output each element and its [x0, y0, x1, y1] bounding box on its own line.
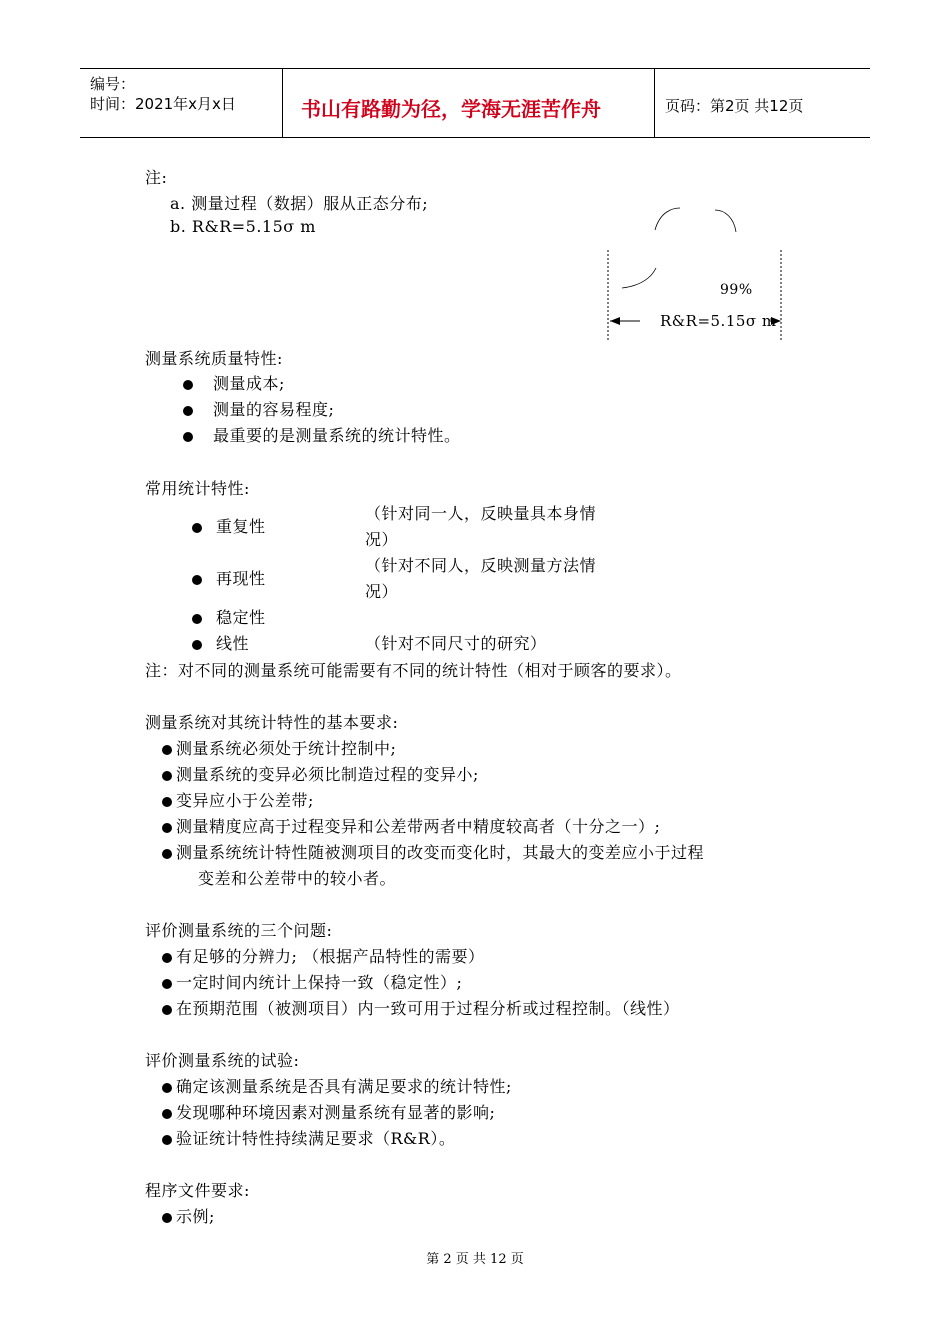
- list-item: [162, 1204, 215, 1227]
- bullet-icon: [162, 823, 172, 833]
- common-note: 注：对不同的测量系统可能需要有不同的统计特性（相对于顾客的要求）。: [145, 661, 682, 680]
- list-item: [192, 605, 266, 628]
- percent-label: 99%: [720, 282, 753, 298]
- list-item: [183, 371, 285, 394]
- list-item-text: 发现哪种环境因素对测量系统有显著的影响;: [176, 1103, 496, 1122]
- evaluation-title: 评价测量系统的三个问题:: [145, 921, 333, 940]
- header-motto-cell: [283, 69, 655, 137]
- rr-label: R&R=5.15σ m: [660, 312, 777, 330]
- bullet-icon: [183, 432, 193, 442]
- list-item-text: 在预期范围（被测项目）内一致可用于过程分析或过程控制。（线性）: [176, 999, 680, 1018]
- characteristic-name: 线性: [216, 634, 250, 653]
- bullet-icon: [162, 745, 172, 755]
- header-motto: 书山有路勤为径，学海无涯苦作舟: [301, 97, 601, 121]
- note-a: a. 测量过程（数据）服从正态分布;: [170, 194, 429, 213]
- bullet-icon: [162, 979, 172, 989]
- list-item: [162, 1074, 512, 1097]
- characteristic-note: （针对不同人，反映测量方法情: [365, 556, 597, 575]
- list-item-text: 验证统计特性持续满足要求（R&R）。: [176, 1129, 456, 1148]
- common-title: 常用统计特性:: [145, 479, 250, 498]
- page-header: [80, 68, 870, 138]
- list-item: [162, 970, 462, 993]
- tests-title: 评价测量系统的试验:: [145, 1051, 300, 1070]
- list-item-text: 有足够的分辨力; （根据产品特性的需要）: [176, 947, 485, 966]
- list-item: [183, 423, 461, 446]
- page-footer: 第 2 页 共 12 页: [426, 1252, 524, 1267]
- curve-left-top: [655, 208, 680, 230]
- list-item: [192, 514, 266, 537]
- notes-title: 注:: [145, 168, 168, 187]
- characteristic-note: （针对不同尺寸的研究）: [365, 634, 547, 653]
- bullet-icon: [162, 849, 172, 859]
- bullet-icon: [162, 1083, 172, 1093]
- document-time-label: 时间：2021年x月x日: [90, 95, 236, 113]
- curve-right-top: [715, 210, 736, 232]
- characteristic-name: 稳定性: [216, 608, 266, 627]
- list-item-text: 最重要的是测量系统的统计特性。: [213, 426, 461, 445]
- bullet-icon: [162, 797, 172, 807]
- list-item-text: 测量精度应高于过程变异和公差带两者中精度较高者（十分之一）;: [176, 817, 661, 836]
- list-item: [162, 1126, 455, 1149]
- list-item: [192, 566, 266, 589]
- characteristic-name: 重复性: [216, 517, 266, 536]
- left-arrow-head: [610, 317, 620, 325]
- list-item-text: 一定时间内统计上保持一致（稳定性）;: [176, 973, 463, 992]
- bullet-icon: [162, 1135, 172, 1145]
- curve-left-tail: [622, 268, 656, 288]
- procedure-title: 程序文件要求:: [145, 1181, 250, 1200]
- list-item: [162, 840, 704, 863]
- bullet-icon: [162, 1213, 172, 1223]
- list-item-continuation: 变差和公差带中的较小者。: [198, 869, 397, 888]
- list-item: [162, 814, 660, 837]
- bullet-icon: [162, 771, 172, 781]
- bullet-icon: [162, 1109, 172, 1119]
- list-item-text: 测量系统的变异必须比制造过程的变异小;: [176, 765, 479, 784]
- list-item-text: 测量成本;: [213, 374, 285, 393]
- characteristic-note-cont: 况）: [365, 582, 399, 601]
- characteristic-note: （针对同一人，反映量具本身情: [365, 504, 597, 523]
- list-item: [183, 397, 334, 420]
- header-page-info: 页码：第2页 共12页: [665, 97, 804, 115]
- list-item-text: 测量系统必须处于统计控制中;: [176, 739, 397, 758]
- list-item: [162, 1100, 495, 1123]
- bullet-icon: [192, 575, 202, 585]
- list-item: [162, 944, 484, 967]
- bullet-icon: [183, 380, 193, 390]
- list-item: [162, 736, 396, 759]
- list-item: [192, 631, 249, 654]
- bullet-icon: [192, 640, 202, 650]
- list-item-text: 变异应小于公差带;: [176, 791, 314, 810]
- list-item: [162, 788, 314, 811]
- characteristic-name: 再现性: [216, 569, 266, 588]
- list-item: [162, 762, 479, 785]
- bullet-icon: [162, 1005, 172, 1015]
- bullet-icon: [192, 523, 202, 533]
- normal-distribution-figure: [600, 200, 800, 345]
- bullet-icon: [162, 953, 172, 963]
- list-item-text: 测量的容易程度;: [213, 400, 335, 419]
- list-item-text: 确定该测量系统是否具有满足要求的统计特性;: [176, 1077, 512, 1096]
- bullet-icon: [192, 614, 202, 624]
- requirements-title: 测量系统对其统计特性的基本要求:: [145, 713, 399, 732]
- list-item: [162, 996, 680, 1019]
- bullet-icon: [183, 406, 193, 416]
- list-item-text: 示例;: [176, 1207, 215, 1226]
- characteristic-note-cont: 况）: [365, 530, 399, 549]
- document-number-label: 编号：: [90, 75, 136, 93]
- note-b: b. R&R=5.15σ m: [170, 217, 316, 236]
- quality-title: 测量系统质量特性:: [145, 349, 283, 368]
- header-page-cell: [655, 69, 870, 137]
- header-meta-cell: [80, 69, 283, 137]
- list-item-text: 测量系统统计特性随被测项目的改变而变化时，其最大的变差应小于过程: [176, 843, 705, 862]
